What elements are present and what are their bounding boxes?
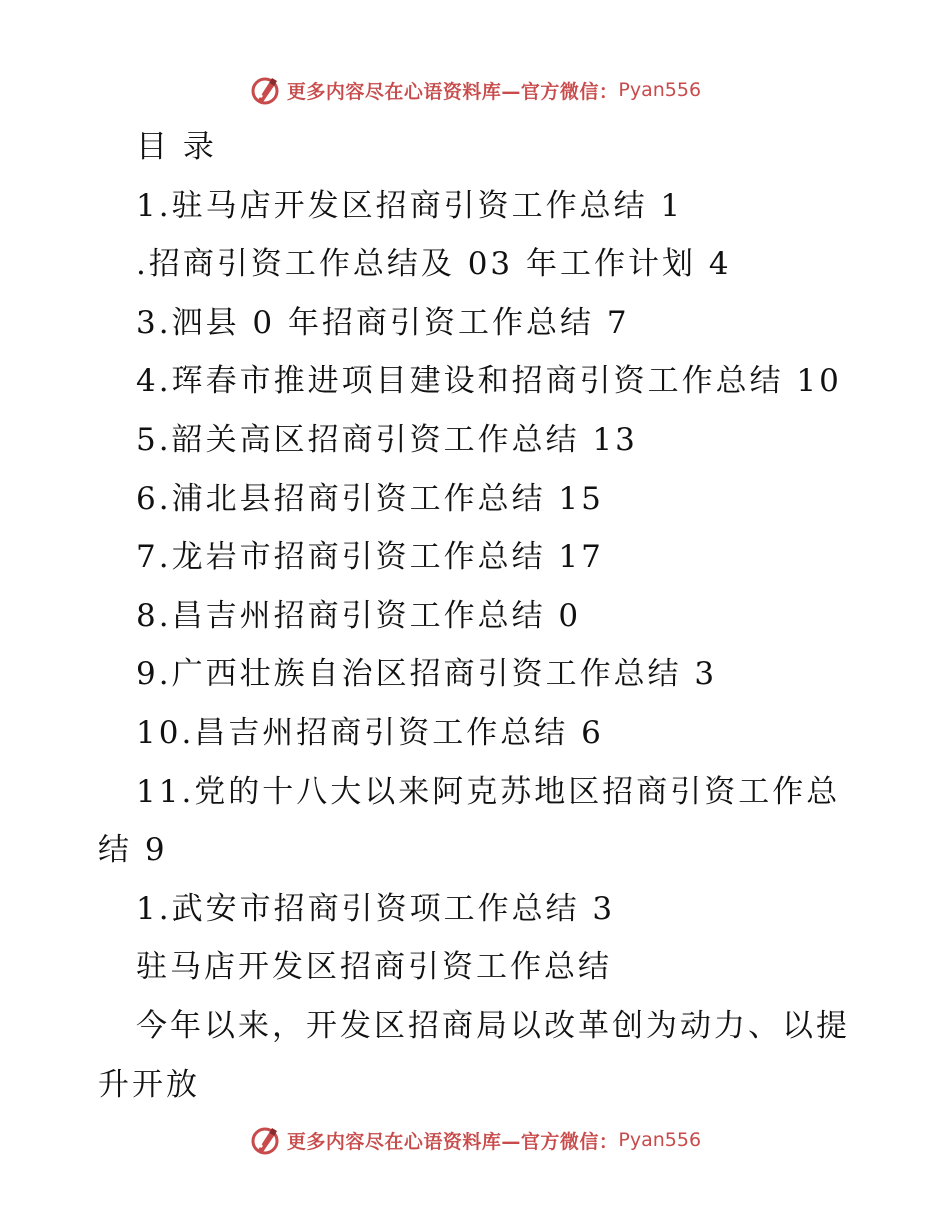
header-banner xyxy=(0,72,950,108)
paragraph-first-line: 今年以来，开发区招商局以改革创为动力、以提 xyxy=(136,1007,850,1044)
toc-item-12: 1.武安市招商引资项工作总结 3 xyxy=(136,890,616,927)
toc-item: 3.泗县 0 年招商引资工作总结 7 xyxy=(136,304,630,341)
toc-item: 10.昌吉州招商引资工作总结 6 xyxy=(136,714,604,751)
section-title: 驻马店开发区招商引资工作总结 xyxy=(136,949,612,986)
footer-banner xyxy=(0,1122,950,1158)
banner-wechat-id: Pyan556 xyxy=(618,1129,702,1151)
banner-promo-text: 更多内容尽在心语资料库—官方微信： xyxy=(286,80,619,103)
toc-item: 1.驻马店开发区招商引资工作总结 1 xyxy=(136,187,684,224)
toc-item: 4.珲春市推进项目建设和招商引资工作总结 10 xyxy=(136,363,842,400)
toc-title: 目 录 xyxy=(136,129,217,165)
toc-item: 6.浦北县招商引资工作总结 15 xyxy=(136,480,604,517)
pen-logo-icon xyxy=(249,74,281,106)
paragraph-continuation: 升开放 xyxy=(98,1066,200,1103)
banner-wechat-id: Pyan556 xyxy=(618,79,702,101)
toc-item: 8.昌吉州招商引资工作总结 0 xyxy=(136,597,582,634)
toc-item-11-first-line: 11.党的十八大以来阿克苏地区招商引资工作总 xyxy=(136,773,841,810)
banner-promo-text: 更多内容尽在心语资料库—官方微信： xyxy=(286,1130,619,1153)
document-body xyxy=(98,118,858,1114)
toc-item: .招商引资工作总结及 03 年工作计划 4 xyxy=(136,246,732,283)
toc-item: 9.广西壮族自治区招商引资工作总结 3 xyxy=(136,656,718,693)
toc-item-11-continuation: 结 9 xyxy=(98,832,168,869)
pen-logo-icon xyxy=(249,1124,281,1156)
toc-item: 7.龙岩市招商引资工作总结 17 xyxy=(136,539,604,576)
toc-item: 5.韶关高区招商引资工作总结 13 xyxy=(136,421,638,458)
